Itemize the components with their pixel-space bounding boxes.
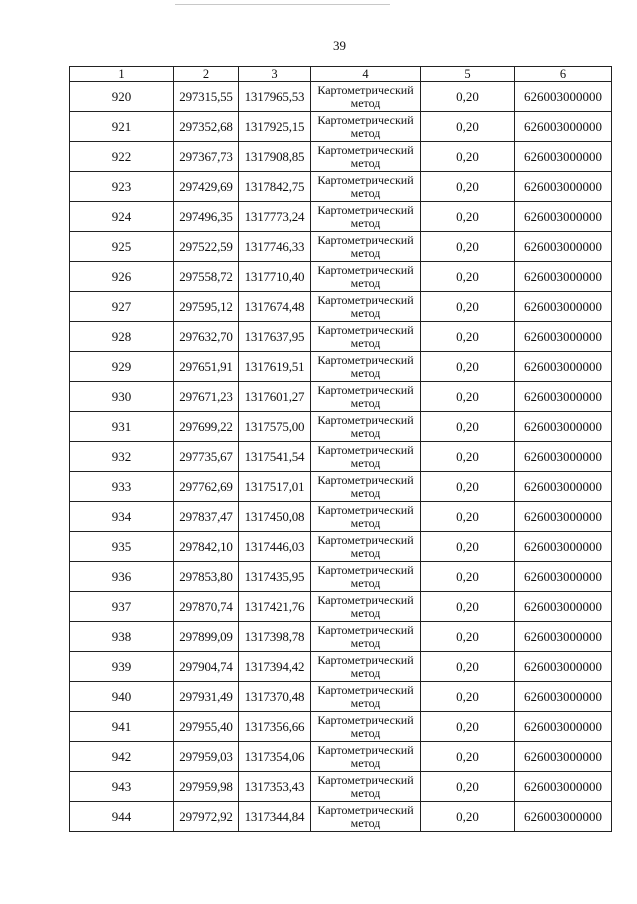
point-number-cell: 931 xyxy=(70,412,174,442)
code-cell: 626003000000 xyxy=(515,502,612,532)
page-number: 39 xyxy=(333,38,346,53)
method-line-1: Картометрический xyxy=(317,412,414,427)
y-coordinate-cell: 1317354,06 xyxy=(239,742,311,772)
y-coordinate-cell: 1317773,24 xyxy=(239,202,311,232)
method-line-1: Картометрический xyxy=(317,352,414,367)
table-body xyxy=(70,82,612,832)
code-cell: 626003000000 xyxy=(515,622,612,652)
table-row xyxy=(70,142,612,172)
column-header-6: 6 xyxy=(515,67,612,82)
method-line-1: Картометрический xyxy=(317,742,414,757)
method-line-1: Картометрический xyxy=(317,532,414,547)
table-row xyxy=(70,682,612,712)
accuracy-cell: 0,20 xyxy=(421,412,515,442)
method-line-1: Картометрический xyxy=(317,232,414,247)
code-cell: 626003000000 xyxy=(515,592,612,622)
method-line-1: Картометрический xyxy=(317,712,414,727)
method-line-2: метод xyxy=(350,455,381,470)
method-line-2: метод xyxy=(350,395,381,410)
code-cell: 626003000000 xyxy=(515,202,612,232)
x-coordinate-cell: 297496,35 xyxy=(174,202,239,232)
table-row xyxy=(70,172,612,202)
y-coordinate-cell: 1317370,48 xyxy=(239,682,311,712)
accuracy-cell: 0,20 xyxy=(421,112,515,142)
x-coordinate-cell: 297367,73 xyxy=(174,142,239,172)
table-row xyxy=(70,352,612,382)
method-line-1: Картометрический xyxy=(317,472,414,487)
method-line-2: метод xyxy=(350,785,381,800)
point-number-cell: 938 xyxy=(70,622,174,652)
table-row xyxy=(70,712,612,742)
x-coordinate-cell: 297959,03 xyxy=(174,742,239,772)
column-header-2: 2 xyxy=(174,67,239,82)
method-line-1: Картометрический xyxy=(317,802,414,817)
x-coordinate-cell: 297899,09 xyxy=(174,622,239,652)
method-line-1: Картометрический xyxy=(317,382,414,397)
method-line-2: метод xyxy=(350,665,381,680)
table-row xyxy=(70,232,612,262)
table-row xyxy=(70,622,612,652)
method-line-1: Картометрический xyxy=(317,622,414,637)
code-cell: 626003000000 xyxy=(515,772,612,802)
method-line-1: Картометрический xyxy=(317,682,414,697)
accuracy-cell: 0,20 xyxy=(421,352,515,382)
method-cell xyxy=(311,592,421,622)
method-line-1: Картометрический xyxy=(317,772,414,787)
method-line-1: Картометрический xyxy=(317,112,414,127)
method-line-1: Картометрический xyxy=(317,142,414,157)
code-cell: 626003000000 xyxy=(515,652,612,682)
point-number-cell: 934 xyxy=(70,502,174,532)
scan-edge-line xyxy=(175,4,390,5)
point-number-cell: 925 xyxy=(70,232,174,262)
code-cell: 626003000000 xyxy=(515,472,612,502)
method-cell xyxy=(311,112,421,142)
y-coordinate-cell: 1317450,08 xyxy=(239,502,311,532)
method-cell xyxy=(311,682,421,712)
accuracy-cell: 0,20 xyxy=(421,802,515,832)
point-number-cell: 926 xyxy=(70,262,174,292)
y-coordinate-cell: 1317619,51 xyxy=(239,352,311,382)
x-coordinate-cell: 297352,68 xyxy=(174,112,239,142)
code-cell: 626003000000 xyxy=(515,172,612,202)
coordinates-table xyxy=(69,66,612,832)
point-number-cell: 928 xyxy=(70,322,174,352)
point-number-cell: 943 xyxy=(70,772,174,802)
table-row xyxy=(70,322,612,352)
point-number-cell: 922 xyxy=(70,142,174,172)
accuracy-cell: 0,20 xyxy=(421,382,515,412)
method-cell xyxy=(311,802,421,832)
table-row xyxy=(70,772,612,802)
code-cell: 626003000000 xyxy=(515,562,612,592)
method-line-2: метод xyxy=(350,485,381,500)
y-coordinate-cell: 1317637,95 xyxy=(239,322,311,352)
code-cell: 626003000000 xyxy=(515,82,612,112)
code-cell: 626003000000 xyxy=(515,712,612,742)
table-row xyxy=(70,562,612,592)
y-coordinate-cell: 1317541,54 xyxy=(239,442,311,472)
method-cell xyxy=(311,292,421,322)
x-coordinate-cell: 297671,23 xyxy=(174,382,239,412)
point-number-cell: 933 xyxy=(70,472,174,502)
table-row xyxy=(70,532,612,562)
header-row xyxy=(70,67,612,82)
method-cell xyxy=(311,562,421,592)
point-number-cell: 939 xyxy=(70,652,174,682)
method-line-1: Картометрический xyxy=(317,262,414,277)
y-coordinate-cell: 1317746,33 xyxy=(239,232,311,262)
accuracy-cell: 0,20 xyxy=(421,592,515,622)
point-number-cell: 929 xyxy=(70,352,174,382)
code-cell: 626003000000 xyxy=(515,112,612,142)
x-coordinate-cell: 297522,59 xyxy=(174,232,239,262)
table-row xyxy=(70,502,612,532)
accuracy-cell: 0,20 xyxy=(421,742,515,772)
table-row xyxy=(70,112,612,142)
x-coordinate-cell: 297632,70 xyxy=(174,322,239,352)
method-line-1: Картометрический xyxy=(317,502,414,517)
point-number-cell: 920 xyxy=(70,82,174,112)
method-cell xyxy=(311,412,421,442)
method-cell xyxy=(311,712,421,742)
accuracy-cell: 0,20 xyxy=(421,262,515,292)
y-coordinate-cell: 1317356,66 xyxy=(239,712,311,742)
x-coordinate-cell: 297651,91 xyxy=(174,352,239,382)
x-coordinate-cell: 297429,69 xyxy=(174,172,239,202)
table-row xyxy=(70,382,612,412)
method-cell xyxy=(311,202,421,232)
accuracy-cell: 0,20 xyxy=(421,322,515,352)
accuracy-cell: 0,20 xyxy=(421,532,515,562)
accuracy-cell: 0,20 xyxy=(421,442,515,472)
table-row xyxy=(70,202,612,232)
method-line-2: метод xyxy=(350,335,381,350)
y-coordinate-cell: 1317517,01 xyxy=(239,472,311,502)
method-cell xyxy=(311,142,421,172)
method-line-2: метод xyxy=(350,755,381,770)
method-line-2: метод xyxy=(350,155,381,170)
accuracy-cell: 0,20 xyxy=(421,502,515,532)
accuracy-cell: 0,20 xyxy=(421,232,515,262)
method-cell xyxy=(311,172,421,202)
method-line-2: метод xyxy=(350,725,381,740)
x-coordinate-cell: 297904,74 xyxy=(174,652,239,682)
y-coordinate-cell: 1317925,15 xyxy=(239,112,311,142)
y-coordinate-cell: 1317842,75 xyxy=(239,172,311,202)
accuracy-cell: 0,20 xyxy=(421,652,515,682)
y-coordinate-cell: 1317421,76 xyxy=(239,592,311,622)
point-number-cell: 940 xyxy=(70,682,174,712)
x-coordinate-cell: 297837,47 xyxy=(174,502,239,532)
code-cell: 626003000000 xyxy=(515,262,612,292)
table-row xyxy=(70,82,612,112)
code-cell: 626003000000 xyxy=(515,142,612,172)
point-number-cell: 936 xyxy=(70,562,174,592)
point-number-cell: 942 xyxy=(70,742,174,772)
column-header-3: 3 xyxy=(239,67,311,82)
column-header-5: 5 xyxy=(421,67,515,82)
method-cell xyxy=(311,652,421,682)
method-line-2: метод xyxy=(350,635,381,650)
method-cell xyxy=(311,532,421,562)
table-row xyxy=(70,472,612,502)
accuracy-cell: 0,20 xyxy=(421,202,515,232)
method-cell xyxy=(311,772,421,802)
method-line-2: метод xyxy=(350,185,381,200)
code-cell: 626003000000 xyxy=(515,442,612,472)
method-line-2: метод xyxy=(350,365,381,380)
method-line-1: Картометрический xyxy=(317,172,414,187)
point-number-cell: 941 xyxy=(70,712,174,742)
accuracy-cell: 0,20 xyxy=(421,172,515,202)
point-number-cell: 924 xyxy=(70,202,174,232)
point-number-cell: 944 xyxy=(70,802,174,832)
x-coordinate-cell: 297595,12 xyxy=(174,292,239,322)
method-line-2: метод xyxy=(350,275,381,290)
y-coordinate-cell: 1317353,43 xyxy=(239,772,311,802)
method-cell xyxy=(311,442,421,472)
point-number-cell: 937 xyxy=(70,592,174,622)
table-header xyxy=(70,67,612,82)
code-cell: 626003000000 xyxy=(515,382,612,412)
accuracy-cell: 0,20 xyxy=(421,82,515,112)
point-number-cell: 921 xyxy=(70,112,174,142)
y-coordinate-cell: 1317908,85 xyxy=(239,142,311,172)
method-cell xyxy=(311,742,421,772)
method-line-2: метод xyxy=(350,125,381,140)
method-line-2: метод xyxy=(350,545,381,560)
y-coordinate-cell: 1317674,48 xyxy=(239,292,311,322)
accuracy-cell: 0,20 xyxy=(421,142,515,172)
table-row xyxy=(70,292,612,322)
method-line-2: метод xyxy=(350,815,381,830)
x-coordinate-cell: 297842,10 xyxy=(174,532,239,562)
accuracy-cell: 0,20 xyxy=(421,622,515,652)
method-cell xyxy=(311,472,421,502)
y-coordinate-cell: 1317344,84 xyxy=(239,802,311,832)
method-cell xyxy=(311,262,421,292)
accuracy-cell: 0,20 xyxy=(421,712,515,742)
method-line-1: Картометрический xyxy=(317,82,414,97)
method-line-1: Картометрический xyxy=(317,592,414,607)
table-row xyxy=(70,412,612,442)
code-cell: 626003000000 xyxy=(515,292,612,322)
method-cell xyxy=(311,352,421,382)
table-row xyxy=(70,262,612,292)
code-cell: 626003000000 xyxy=(515,412,612,442)
table-row xyxy=(70,742,612,772)
method-line-2: метод xyxy=(350,515,381,530)
method-cell xyxy=(311,82,421,112)
code-cell: 626003000000 xyxy=(515,322,612,352)
method-line-2: метод xyxy=(350,695,381,710)
x-coordinate-cell: 297315,55 xyxy=(174,82,239,112)
method-line-2: метод xyxy=(350,95,381,110)
method-line-2: метод xyxy=(350,245,381,260)
method-line-2: метод xyxy=(350,425,381,440)
method-cell xyxy=(311,382,421,412)
code-cell: 626003000000 xyxy=(515,232,612,262)
method-line-1: Картометрический xyxy=(317,292,414,307)
code-cell: 626003000000 xyxy=(515,682,612,712)
y-coordinate-cell: 1317398,78 xyxy=(239,622,311,652)
y-coordinate-cell: 1317601,27 xyxy=(239,382,311,412)
method-cell xyxy=(311,322,421,352)
point-number-cell: 930 xyxy=(70,382,174,412)
x-coordinate-cell: 297959,98 xyxy=(174,772,239,802)
method-line-1: Картометрический xyxy=(317,562,414,577)
code-cell: 626003000000 xyxy=(515,532,612,562)
accuracy-cell: 0,20 xyxy=(421,292,515,322)
x-coordinate-cell: 297972,92 xyxy=(174,802,239,832)
code-cell: 626003000000 xyxy=(515,802,612,832)
y-coordinate-cell: 1317965,53 xyxy=(239,82,311,112)
accuracy-cell: 0,20 xyxy=(421,772,515,802)
point-number-cell: 935 xyxy=(70,532,174,562)
x-coordinate-cell: 297931,49 xyxy=(174,682,239,712)
method-line-2: метод xyxy=(350,575,381,590)
method-line-1: Картометрический xyxy=(317,652,414,667)
method-line-2: метод xyxy=(350,605,381,620)
y-coordinate-cell: 1317435,95 xyxy=(239,562,311,592)
accuracy-cell: 0,20 xyxy=(421,682,515,712)
method-line-1: Картометрический xyxy=(317,442,414,457)
x-coordinate-cell: 297870,74 xyxy=(174,592,239,622)
table-row xyxy=(70,592,612,622)
x-coordinate-cell: 297558,72 xyxy=(174,262,239,292)
accuracy-cell: 0,20 xyxy=(421,562,515,592)
x-coordinate-cell: 297853,80 xyxy=(174,562,239,592)
point-number-cell: 932 xyxy=(70,442,174,472)
column-header-4: 4 xyxy=(311,67,421,82)
table-row xyxy=(70,442,612,472)
y-coordinate-cell: 1317710,40 xyxy=(239,262,311,292)
method-line-1: Картометрический xyxy=(317,322,414,337)
code-cell: 626003000000 xyxy=(515,742,612,772)
x-coordinate-cell: 297735,67 xyxy=(174,442,239,472)
method-cell xyxy=(311,502,421,532)
point-number-cell: 927 xyxy=(70,292,174,322)
table-row xyxy=(70,802,612,832)
method-line-2: метод xyxy=(350,215,381,230)
x-coordinate-cell: 297762,69 xyxy=(174,472,239,502)
y-coordinate-cell: 1317446,03 xyxy=(239,532,311,562)
method-cell xyxy=(311,622,421,652)
method-line-2: метод xyxy=(350,305,381,320)
y-coordinate-cell: 1317394,42 xyxy=(239,652,311,682)
column-header-1: 1 xyxy=(70,67,174,82)
accuracy-cell: 0,20 xyxy=(421,472,515,502)
x-coordinate-cell: 297699,22 xyxy=(174,412,239,442)
point-number-cell: 923 xyxy=(70,172,174,202)
method-cell xyxy=(311,232,421,262)
code-cell: 626003000000 xyxy=(515,352,612,382)
x-coordinate-cell: 297955,40 xyxy=(174,712,239,742)
table-row xyxy=(70,652,612,682)
method-line-1: Картометрический xyxy=(317,202,414,217)
y-coordinate-cell: 1317575,00 xyxy=(239,412,311,442)
